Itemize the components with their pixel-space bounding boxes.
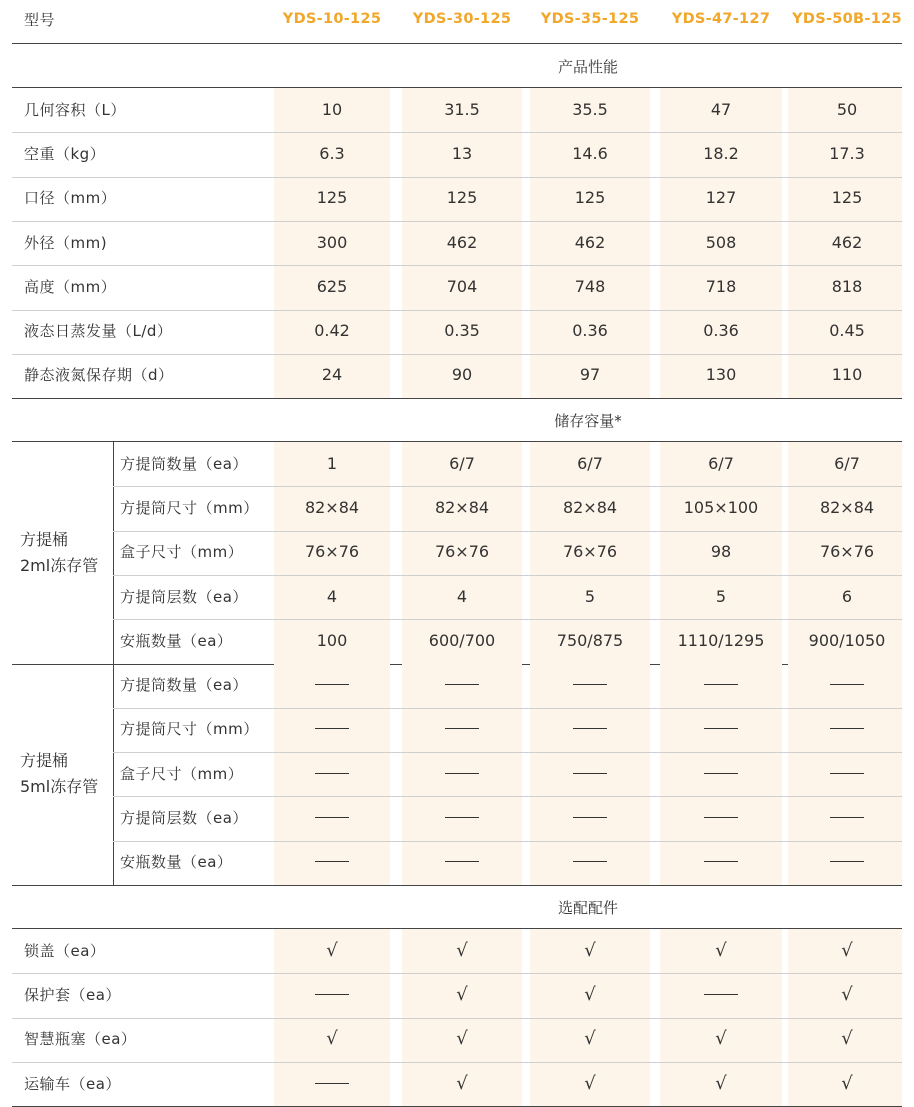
value-cell (272, 752, 392, 794)
value-cell: 17.3 (829, 143, 865, 163)
row-label: 方提筒层数（ea） (120, 809, 248, 828)
value-cell (272, 841, 392, 883)
value-cell (661, 841, 781, 883)
group-label (20, 664, 110, 886)
check-mark: √ (715, 1072, 727, 1094)
empty-dash (445, 728, 479, 729)
value-cell: 100 (316, 630, 348, 650)
value-cell: 750/875 (556, 630, 624, 650)
row-divider (12, 398, 902, 399)
value-cell: 0.36 (572, 321, 608, 341)
check-mark: √ (841, 939, 853, 961)
value-cell: 4 (456, 586, 468, 606)
section-title: 储存容量* (554, 411, 622, 430)
model-header: YDS-35-125 (540, 11, 640, 27)
group-label-line1: 方提桶 (20, 529, 69, 549)
row-divider (12, 885, 902, 886)
value-cell: 82×84 (562, 497, 618, 517)
row-label: 空重（kg） (24, 144, 106, 163)
value-cell (272, 708, 392, 750)
empty-dash (445, 817, 479, 818)
row-label: 盒子尺寸（mm） (120, 543, 244, 562)
value-cell (787, 796, 907, 838)
row-label: 安瓶数量（ea） (120, 631, 233, 650)
value-cell (787, 708, 907, 750)
empty-dash (315, 684, 349, 685)
check-mark: √ (841, 1072, 853, 1094)
empty-dash (573, 817, 607, 818)
empty-dash (445, 684, 479, 685)
value-cell (402, 752, 522, 794)
value-cell: 5 (715, 586, 727, 606)
value-cell (661, 796, 781, 838)
empty-dash (704, 994, 738, 995)
value-cell: 10 (321, 99, 343, 119)
section-title: 产品性能 (557, 57, 618, 76)
value-cell (787, 664, 907, 706)
value-cell: 6/7 (577, 453, 603, 473)
value-cell (272, 1062, 392, 1104)
value-cell (402, 708, 522, 750)
empty-dash (704, 773, 738, 774)
value-cell: 47 (710, 99, 732, 119)
value-cell: 76×76 (562, 542, 618, 562)
row-label: 保护套（ea） (24, 985, 121, 1004)
empty-dash (830, 773, 864, 774)
value-cell (272, 796, 392, 838)
value-cell (272, 973, 392, 1015)
value-cell: 5 (584, 586, 596, 606)
row-label: 安瓶数量（ea） (120, 853, 233, 872)
value-cell: 6/7 (449, 453, 475, 473)
value-cell (661, 752, 781, 794)
empty-dash (573, 773, 607, 774)
empty-dash (830, 684, 864, 685)
header-label: 型号 (24, 10, 56, 29)
empty-dash (573, 684, 607, 685)
value-cell: 462 (446, 232, 478, 252)
value-cell: 13 (451, 143, 473, 163)
check-mark: √ (456, 983, 468, 1005)
empty-dash (704, 684, 738, 685)
row-label: 几何容积（L） (24, 100, 126, 119)
check-mark: √ (456, 939, 468, 961)
check-mark: √ (584, 1072, 596, 1094)
empty-dash (830, 817, 864, 818)
check-mark: √ (456, 1072, 468, 1094)
row-label: 高度（mm） (24, 277, 117, 296)
value-cell (402, 841, 522, 883)
value-cell: 82×84 (819, 497, 875, 517)
section-title: 选配配件 (557, 898, 618, 917)
value-cell: 97 (579, 365, 601, 385)
value-cell: 1 (326, 453, 338, 473)
check-mark: √ (715, 939, 727, 961)
value-cell: 748 (574, 276, 606, 296)
row-label: 锁盖（ea） (24, 941, 106, 960)
value-cell: 462 (831, 232, 863, 252)
value-cell: 50 (836, 99, 858, 119)
value-cell: 4 (326, 586, 338, 606)
value-cell: 18.2 (703, 143, 739, 163)
value-cell: 14.6 (572, 143, 608, 163)
value-cell (787, 752, 907, 794)
model-header: YDS-47-127 (671, 11, 771, 27)
value-cell (530, 708, 650, 750)
value-cell (787, 841, 907, 883)
value-cell: 76×76 (434, 542, 490, 562)
empty-dash (704, 861, 738, 862)
empty-dash (445, 861, 479, 862)
row-label: 液态日蒸发量（L/d） (24, 322, 173, 341)
value-cell (272, 664, 392, 706)
row-label: 方提筒尺寸（mm） (120, 498, 259, 517)
value-cell: 24 (321, 365, 343, 385)
value-cell: 125 (831, 188, 863, 208)
value-cell: 6/7 (834, 453, 860, 473)
value-cell: 0.36 (703, 321, 739, 341)
row-label: 智慧瓶塞（ea） (24, 1030, 137, 1049)
check-mark: √ (584, 983, 596, 1005)
value-cell: 704 (446, 276, 478, 296)
empty-dash (573, 861, 607, 862)
value-cell (661, 708, 781, 750)
check-mark: √ (326, 939, 338, 961)
group-label-line2: 2ml冻存管 (20, 555, 99, 575)
value-cell: 105×100 (683, 497, 759, 517)
check-mark: √ (584, 1028, 596, 1050)
value-cell: 82×84 (304, 497, 360, 517)
value-cell: 300 (316, 232, 348, 252)
value-cell (530, 796, 650, 838)
value-cell: 110 (831, 365, 863, 385)
value-cell: 35.5 (572, 99, 608, 119)
model-header: YDS-30-125 (412, 11, 512, 27)
empty-dash (830, 728, 864, 729)
row-label: 静态液氮保存期（d） (24, 366, 174, 385)
empty-dash (315, 728, 349, 729)
value-cell: 600/700 (428, 630, 496, 650)
check-mark: √ (584, 939, 596, 961)
row-label: 方提筒层数（ea） (120, 587, 248, 606)
group-label (20, 442, 110, 664)
value-cell: 0.45 (829, 321, 865, 341)
row-label: 方提筒尺寸（mm） (120, 720, 259, 739)
value-cell: 1110/1295 (677, 630, 765, 650)
value-cell: 6/7 (708, 453, 734, 473)
value-cell (530, 841, 650, 883)
empty-dash (704, 728, 738, 729)
empty-dash (445, 773, 479, 774)
row-label: 口径（mm） (24, 189, 117, 208)
value-cell: 6 (841, 586, 853, 606)
empty-dash (315, 994, 349, 995)
value-cell: 508 (705, 232, 737, 252)
model-header: YDS-10-125 (282, 11, 382, 27)
value-cell: 625 (316, 276, 348, 296)
value-cell: 125 (574, 188, 606, 208)
group-label-line2: 5ml冻存管 (20, 777, 99, 797)
empty-dash (315, 817, 349, 818)
value-cell: 90 (451, 365, 473, 385)
empty-dash (830, 861, 864, 862)
value-cell: 0.42 (314, 321, 350, 341)
value-cell: 76×76 (304, 542, 360, 562)
group-divider (113, 442, 114, 664)
value-cell: 76×76 (819, 542, 875, 562)
value-cell: 6.3 (319, 143, 345, 163)
row-divider (12, 43, 902, 44)
empty-dash (315, 1083, 349, 1084)
value-cell: 31.5 (444, 99, 480, 119)
value-cell: 718 (705, 276, 737, 296)
value-cell (402, 664, 522, 706)
check-mark: √ (715, 1028, 727, 1050)
value-cell: 130 (705, 365, 737, 385)
value-cell: 127 (705, 188, 737, 208)
group-label-line1: 方提桶 (20, 751, 69, 771)
value-cell: 818 (831, 276, 863, 296)
check-mark: √ (456, 1028, 468, 1050)
empty-dash (573, 728, 607, 729)
check-mark: √ (326, 1028, 338, 1050)
value-cell (402, 796, 522, 838)
group-divider (113, 664, 114, 886)
row-label: 方提筒数量（ea） (120, 676, 248, 695)
row-label: 外径（mm) (24, 233, 108, 252)
value-cell (661, 664, 781, 706)
value-cell: 82×84 (434, 497, 490, 517)
row-label: 盒子尺寸（mm） (120, 764, 244, 783)
value-cell (530, 664, 650, 706)
value-cell: 900/1050 (808, 630, 886, 650)
value-cell: 125 (446, 188, 478, 208)
value-cell: 0.35 (444, 321, 480, 341)
empty-dash (704, 817, 738, 818)
row-label: 运输车（ea） (24, 1074, 121, 1093)
value-cell (661, 973, 781, 1015)
check-mark: √ (841, 983, 853, 1005)
check-mark: √ (841, 1028, 853, 1050)
value-cell: 462 (574, 232, 606, 252)
value-cell: 125 (316, 188, 348, 208)
row-label: 方提筒数量（ea） (120, 454, 248, 473)
value-cell (530, 752, 650, 794)
empty-dash (315, 773, 349, 774)
model-header: YDS-50B-125 (792, 11, 902, 27)
value-cell: 98 (710, 542, 732, 562)
empty-dash (315, 861, 349, 862)
